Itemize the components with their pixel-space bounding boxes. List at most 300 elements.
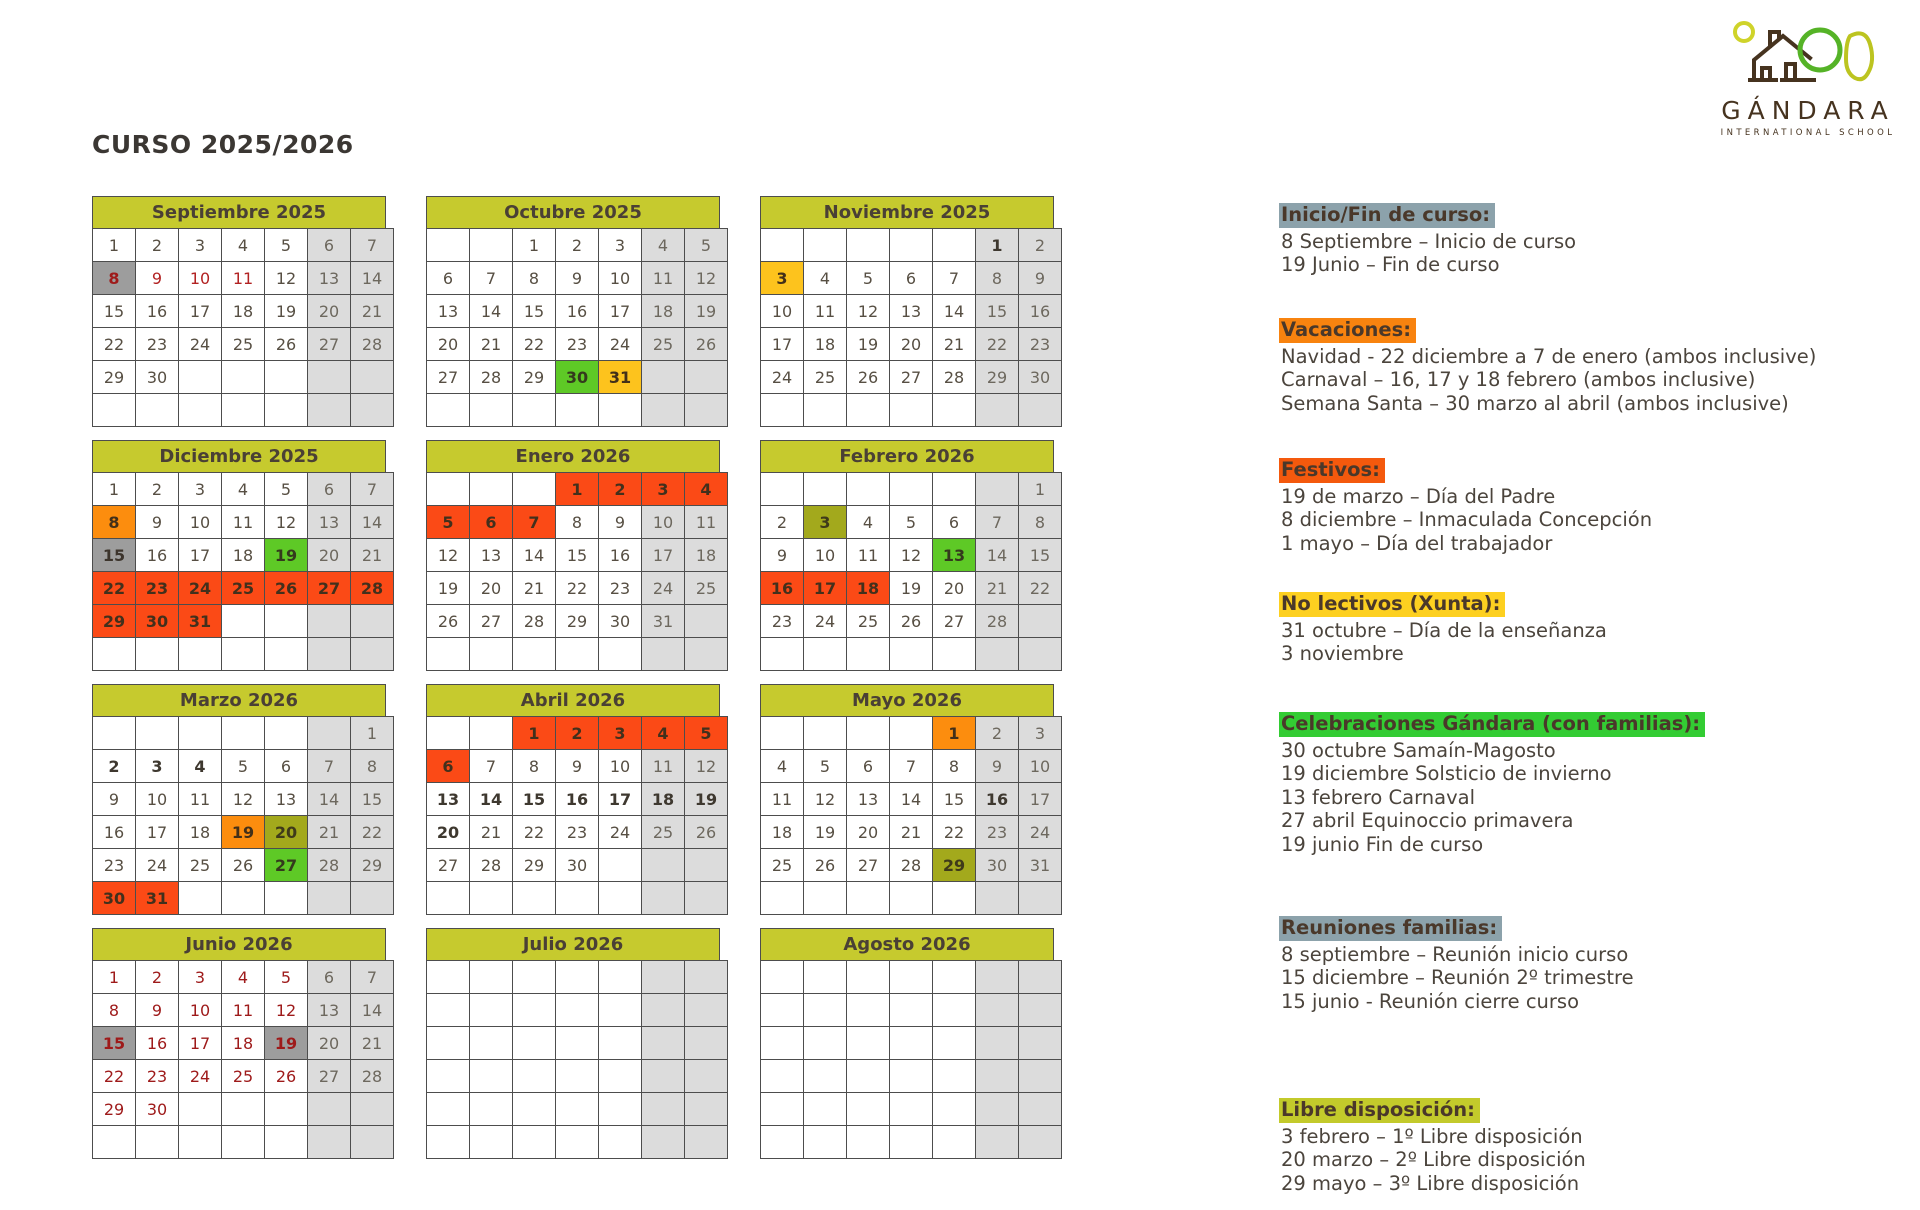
day-cell: 19 [265,295,308,328]
day-cell [427,882,470,915]
day-cell: 5 [427,506,470,539]
day-cell [804,1093,847,1126]
day-cell: 28 [976,605,1019,638]
day-cell: 21 [470,816,513,849]
day-cell: 9 [556,750,599,783]
day-cell: 7 [470,262,513,295]
house-tree-icon [1716,14,1900,90]
day-cell: 15 [933,783,976,816]
day-cell: 14 [976,539,1019,572]
day-cell [599,882,642,915]
day-cell: 21 [351,539,394,572]
day-cell: 18 [179,816,222,849]
day-cell: 23 [136,1060,179,1093]
day-cell: 17 [599,295,642,328]
day-cell [599,394,642,427]
day-cell: 6 [847,750,890,783]
day-cell: 11 [761,783,804,816]
day-cell [890,394,933,427]
day-cell: 8 [933,750,976,783]
day-cell [685,605,728,638]
day-cell: 25 [642,816,685,849]
day-cell: 16 [976,783,1019,816]
day-cell: 10 [179,506,222,539]
day-cell: 7 [890,750,933,783]
day-cell: 19 [265,1027,308,1060]
day-cell: 2 [136,229,179,262]
day-cell: 10 [599,262,642,295]
day-cell [804,473,847,506]
day-cell [761,229,804,262]
day-cell: 25 [761,849,804,882]
day-cell: 7 [351,473,394,506]
day-cell: 14 [890,783,933,816]
day-cell [556,994,599,1027]
day-cell: 27 [933,605,976,638]
day-cell: 2 [976,717,1019,750]
day-cell [642,882,685,915]
day-cell: 12 [222,783,265,816]
day-cell: 3 [804,506,847,539]
day-cell: 12 [265,262,308,295]
legend-line: 19 Junio – Fin de curso [1281,253,1500,276]
day-cell: 1 [976,229,1019,262]
logo-text: GÁNDARA [1721,96,1895,125]
day-cell [847,961,890,994]
day-cell: 30 [976,849,1019,882]
day-cell: 30 [136,361,179,394]
day-cell: 26 [265,328,308,361]
day-cell: 24 [179,328,222,361]
day-cell: 13 [470,539,513,572]
month-title: Junio 2026 [92,928,386,960]
day-cell: 5 [847,262,890,295]
day-cell: 13 [265,783,308,816]
day-cell: 4 [761,750,804,783]
day-cell: 13 [427,783,470,816]
day-cell: 12 [685,750,728,783]
day-cell: 1 [933,717,976,750]
day-cell: 5 [265,961,308,994]
day-cell [1019,1060,1062,1093]
day-cell: 6 [308,473,351,506]
day-cell [513,961,556,994]
legend-line: 15 diciembre – Reunión 2º trimestre [1281,966,1634,989]
day-cell: 22 [513,328,556,361]
day-cell: 24 [179,1060,222,1093]
day-cell [890,717,933,750]
day-cell [761,473,804,506]
day-cell [513,1027,556,1060]
day-cell: 9 [1019,262,1062,295]
day-cell [265,605,308,638]
day-cell: 20 [470,572,513,605]
day-cell: 18 [847,572,890,605]
day-cell [427,229,470,262]
day-cell [847,638,890,671]
legend-line: 31 octubre – Día de la enseñanza [1281,618,1607,642]
day-cell [513,473,556,506]
day-cell: 4 [804,262,847,295]
day-cell [976,1126,1019,1159]
day-cell: 27 [427,849,470,882]
day-cell: 8 [976,262,1019,295]
day-cell: 25 [642,328,685,361]
day-cell: 7 [351,961,394,994]
day-cell: 15 [513,783,556,816]
legend-heading: Celebraciones Gándara (con familias): [1279,712,1705,737]
day-cell [470,473,513,506]
day-cell [642,1060,685,1093]
day-cell: 13 [308,994,351,1027]
day-cell: 28 [890,849,933,882]
day-cell: 15 [93,539,136,572]
month-calendar [760,684,1054,915]
day-cell: 16 [1019,295,1062,328]
day-cell: 13 [933,539,976,572]
legend-section [1281,318,1816,415]
day-cell [308,882,351,915]
day-cell [470,994,513,1027]
day-cell: 20 [933,572,976,605]
day-cell: 16 [136,539,179,572]
day-cell: 24 [599,328,642,361]
day-cell: 24 [136,849,179,882]
day-cell: 15 [1019,539,1062,572]
day-cell: 23 [136,572,179,605]
day-cell: 26 [222,849,265,882]
day-cell: 27 [265,849,308,882]
day-cell: 19 [847,328,890,361]
day-cell [427,961,470,994]
day-cell: 28 [351,1060,394,1093]
legend-line: 27 abril Equinoccio primavera [1281,809,1574,832]
day-cell [933,1027,976,1060]
day-cell: 20 [265,816,308,849]
day-cell: 24 [1019,816,1062,849]
legend-line: 19 junio Fin de curso [1281,832,1484,856]
day-cell: 16 [93,816,136,849]
day-cell: 22 [1019,572,1062,605]
day-cell: 4 [222,229,265,262]
day-cell: 11 [179,783,222,816]
day-cell: 10 [642,506,685,539]
day-cell: 21 [513,572,556,605]
day-cell: 7 [470,750,513,783]
month-title: Marzo 2026 [92,684,386,716]
day-cell [470,882,513,915]
legend-line: 8 diciembre – Inmaculada Concepción [1281,508,1653,531]
day-cell: 31 [642,605,685,638]
day-cell: 5 [265,229,308,262]
day-cell [308,1093,351,1126]
day-cell: 19 [890,572,933,605]
month-calendar [92,440,386,671]
month-title: Febrero 2026 [760,440,1054,472]
day-cell: 26 [685,816,728,849]
day-cell: 29 [513,361,556,394]
day-cell [761,638,804,671]
day-cell: 31 [136,882,179,915]
day-cell: 5 [804,750,847,783]
day-cell [642,394,685,427]
day-cell [685,994,728,1027]
day-cell: 12 [427,539,470,572]
day-cell [265,882,308,915]
day-cell [351,1093,394,1126]
day-cell: 7 [976,506,1019,539]
day-cell [556,961,599,994]
day-cell: 1 [1019,473,1062,506]
day-cell: 17 [1019,783,1062,816]
day-cell [427,994,470,1027]
day-cell [1019,994,1062,1027]
day-cell [470,1093,513,1126]
day-cell: 12 [265,994,308,1027]
day-cell: 8 [556,506,599,539]
day-cell [556,394,599,427]
legend-line: 3 noviembre [1281,642,1404,665]
legend-line: Semana Santa – 30 marzo al abril (ambos inclusive) [1281,391,1789,415]
day-cell: 8 [351,750,394,783]
day-cell [761,717,804,750]
day-cell [308,605,351,638]
day-cell: 9 [761,539,804,572]
day-cell: 8 [93,262,136,295]
day-cell: 26 [890,605,933,638]
month-calendar [760,440,1054,671]
month-calendar [426,684,720,915]
day-cell: 26 [685,328,728,361]
day-cell [556,1060,599,1093]
day-cell [599,1060,642,1093]
day-cell [427,394,470,427]
day-cell [685,1060,728,1093]
day-cell [599,1126,642,1159]
day-cell: 23 [976,816,1019,849]
day-cell [890,994,933,1027]
day-cell: 30 [136,1093,179,1126]
day-cell [556,1093,599,1126]
day-cell: 24 [642,572,685,605]
day-cell: 21 [351,1027,394,1060]
day-cell [685,882,728,915]
legend-section [1281,1098,1586,1195]
day-cell: 20 [308,295,351,328]
day-cell [976,1093,1019,1126]
day-cell: 25 [847,605,890,638]
month-title: Enero 2026 [426,440,720,472]
day-cell: 1 [93,229,136,262]
day-cell: 19 [804,816,847,849]
day-cell: 14 [308,783,351,816]
day-cell [1019,1027,1062,1060]
day-cell [599,1093,642,1126]
day-cell [804,394,847,427]
day-cell [642,849,685,882]
day-cell: 26 [427,605,470,638]
day-cell: 21 [351,295,394,328]
day-cell: 21 [933,328,976,361]
day-cell [847,1126,890,1159]
legend-line: 30 octubre Samaín-Magosto [1281,738,1556,762]
day-cell: 19 [265,539,308,572]
day-cell: 6 [427,750,470,783]
day-cell [847,473,890,506]
day-cell: 19 [222,816,265,849]
day-cell: 14 [351,506,394,539]
day-cell: 13 [427,295,470,328]
legend-line: 3 febrero – 1º Libre disposición [1281,1124,1583,1148]
day-cell: 5 [685,229,728,262]
day-cell: 6 [890,262,933,295]
day-cell: 29 [93,605,136,638]
day-cell: 6 [470,506,513,539]
day-cell [804,961,847,994]
day-cell: 22 [513,816,556,849]
day-cell: 18 [222,539,265,572]
day-cell: 11 [222,506,265,539]
day-cell: 20 [427,816,470,849]
day-cell: 11 [222,994,265,1027]
day-cell: 5 [222,750,265,783]
day-cell [761,394,804,427]
legend-heading: Festivos: [1279,458,1385,483]
day-cell [556,1027,599,1060]
day-cell: 3 [642,473,685,506]
day-cell [976,638,1019,671]
day-cell: 7 [513,506,556,539]
day-cell: 24 [179,572,222,605]
day-cell: 4 [179,750,222,783]
day-cell [470,717,513,750]
month-title: Julio 2026 [426,928,720,960]
day-cell: 27 [847,849,890,882]
day-cell [933,638,976,671]
day-cell: 30 [93,882,136,915]
day-cell [1019,882,1062,915]
day-cell [179,394,222,427]
day-cell [136,717,179,750]
day-cell: 5 [265,473,308,506]
day-cell: 10 [599,750,642,783]
day-cell: 6 [308,961,351,994]
day-cell [933,394,976,427]
day-cell: 14 [513,539,556,572]
day-cell: 20 [890,328,933,361]
day-cell [685,361,728,394]
day-cell [804,1060,847,1093]
month-calendar [426,440,720,671]
day-cell [222,394,265,427]
day-cell: 7 [933,262,976,295]
day-cell [976,994,1019,1027]
day-cell [222,361,265,394]
day-cell [933,229,976,262]
day-cell [351,605,394,638]
day-cell: 2 [761,506,804,539]
day-cell [804,638,847,671]
legend-line: 19 diciembre Solsticio de invierno [1281,762,1612,785]
day-cell [179,1126,222,1159]
day-cell [933,994,976,1027]
day-cell [93,1126,136,1159]
day-cell: 23 [599,572,642,605]
legend-heading: Libre disposición: [1279,1098,1480,1123]
day-cell [93,394,136,427]
day-cell [933,882,976,915]
day-cell [976,394,1019,427]
day-cell [890,1027,933,1060]
day-cell [599,849,642,882]
day-cell: 27 [308,1060,351,1093]
day-cell: 10 [179,994,222,1027]
day-cell: 22 [351,816,394,849]
day-cell [804,994,847,1027]
day-cell [1019,394,1062,427]
legend-line: Carnaval – 16, 17 y 18 febrero (ambos inclusive) [1281,368,1756,391]
day-cell: 6 [933,506,976,539]
day-cell [599,638,642,671]
day-cell: 15 [93,295,136,328]
day-cell: 23 [1019,328,1062,361]
day-cell: 8 [93,994,136,1027]
day-cell [890,961,933,994]
day-cell [976,961,1019,994]
day-cell [685,1027,728,1060]
day-cell: 10 [804,539,847,572]
day-cell: 4 [642,229,685,262]
day-cell: 23 [93,849,136,882]
day-cell: 12 [847,295,890,328]
day-cell: 3 [136,750,179,783]
day-cell: 20 [427,328,470,361]
day-cell: 3 [1019,717,1062,750]
day-cell [642,961,685,994]
day-cell [513,882,556,915]
day-cell: 22 [933,816,976,849]
day-cell: 2 [93,750,136,783]
day-cell [1019,605,1062,638]
day-cell: 8 [93,506,136,539]
day-cell: 17 [804,572,847,605]
day-cell [976,882,1019,915]
day-cell: 2 [136,961,179,994]
day-cell [556,638,599,671]
day-cell: 31 [179,605,222,638]
legend-line: 8 septiembre – Reunión inicio curso [1281,942,1629,966]
day-cell: 29 [556,605,599,638]
day-cell [427,638,470,671]
day-cell [933,473,976,506]
day-cell: 22 [93,328,136,361]
day-cell [179,1093,222,1126]
day-cell [265,1093,308,1126]
day-cell [470,961,513,994]
day-cell [933,961,976,994]
day-cell [890,638,933,671]
day-cell: 23 [761,605,804,638]
day-cell: 23 [556,328,599,361]
legend-section [1281,592,1607,666]
day-cell [427,1093,470,1126]
month-title: Mayo 2026 [760,684,1054,716]
day-cell [761,1060,804,1093]
day-cell: 11 [222,262,265,295]
day-cell [351,394,394,427]
day-cell [1019,1126,1062,1159]
day-cell: 2 [556,717,599,750]
